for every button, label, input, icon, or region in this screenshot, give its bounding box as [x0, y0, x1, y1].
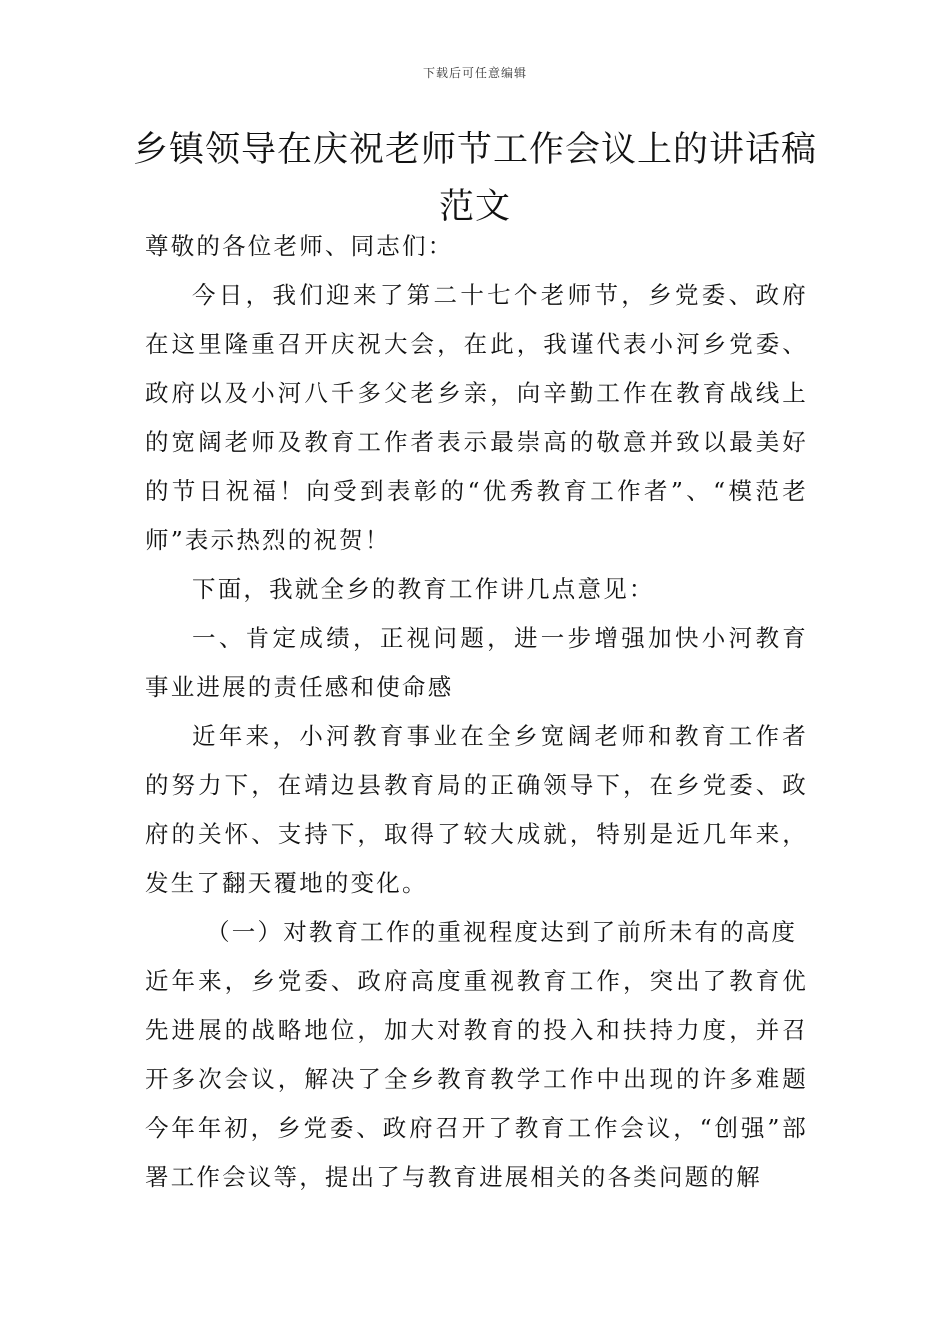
section-heading-1: 一、肯定成绩，正视问题，进一步增强加快小河教育事业进展的责任感和使命感: [145, 624, 808, 701]
paragraph-emphasis: 近年来，乡党委、政府高度重视教育工作，突出了教育优先进展的战略地位，加大对教育的投入和扶持力度，并召开多次会议，解决了全乡教育教学工作中出现的许多难题今年年初，乡党委、政府召开了教育工作会议，“创强”部署工作会议等，提出了与教育进展相关的各类问题的解: [145, 967, 808, 1191]
paragraph-intro: 下面，我就全乡的教育工作讲几点意见：: [192, 575, 655, 603]
paragraph-achievements: 近年来，小河教育事业在全乡宽阔老师和教育工作者的努力下，在靖边县教育局的正确领导下，在乡党委、政府的关怀、支持下，取得了较大成就，特别是近几年来，发生了翻天覆地的变化。: [145, 722, 808, 897]
paragraph-opening: 今日，我们迎来了第二十七个老师节，乡党委、政府在这里隆重召开庆祝大会，在此，我谨代表小河乡党委、政府以及小河八千多父老乡亲，向辛勤工作在教育战线上的宽阔老师及教育工作者表示最崇高的敬意并致以最美好的节日祝福！向受到表彰的“优秀教育工作者”、“模范老师”表示热烈的祝贺！: [145, 281, 808, 554]
subsection-heading-1: （一）对教育工作的重视程度达到了前所未有的高度: [206, 918, 798, 946]
header-note: 下载后可任意编辑: [422, 66, 527, 80]
salutation: 尊敬的各位老师、同志们：: [145, 232, 454, 260]
document-title: 乡镇领导在庆祝老师节工作会议上的讲话稿范文: [132, 130, 817, 227]
document-body: [145, 222, 808, 1202]
